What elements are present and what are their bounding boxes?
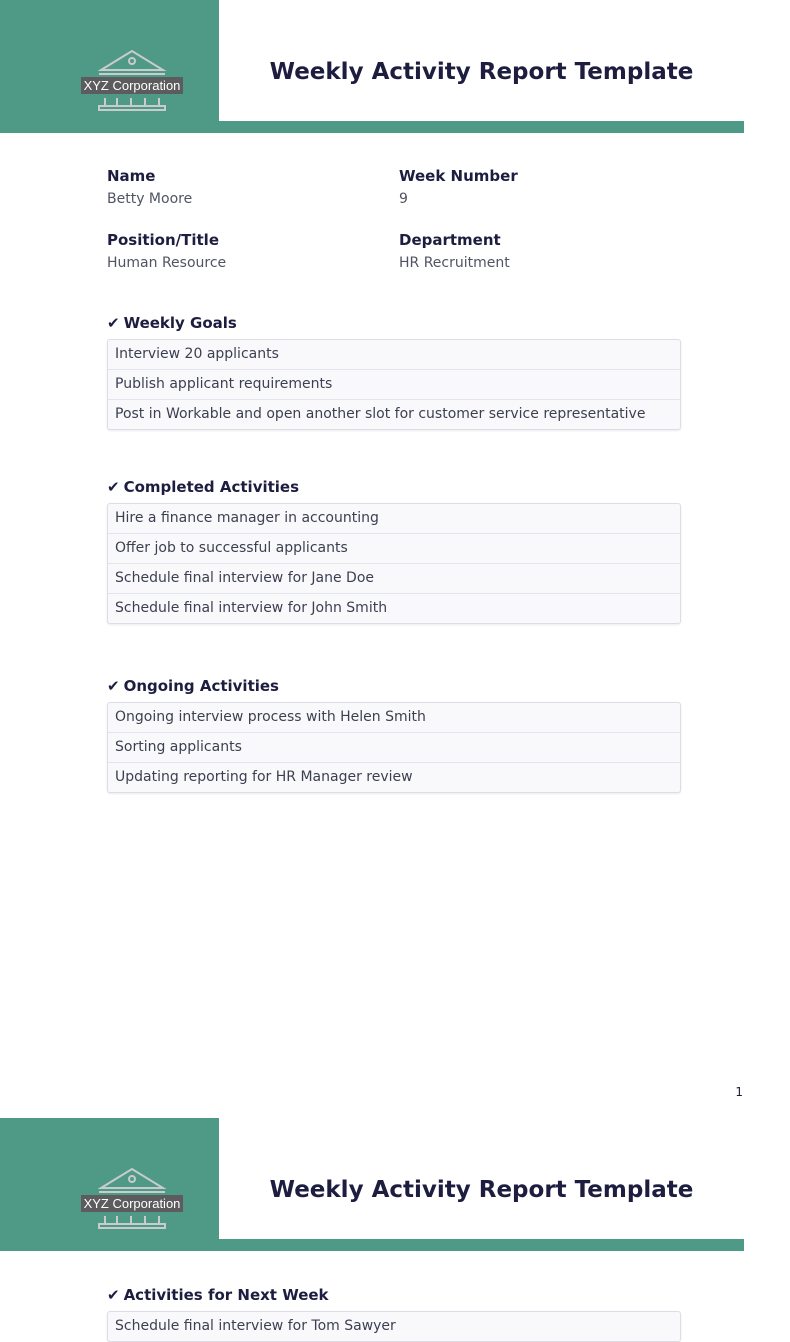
check-icon: ✔	[107, 314, 120, 332]
header-accent-bar	[219, 121, 744, 133]
logo-panel	[0, 0, 219, 133]
logo-panel	[0, 1118, 219, 1251]
ongoing-activities-title: Ongoing Activities	[123, 677, 279, 695]
position-field	[107, 230, 387, 273]
check-icon: ✔	[107, 1286, 120, 1304]
list-item: Ongoing interview process with Helen Smith	[115, 709, 426, 725]
ongoing-activities-list	[107, 702, 681, 793]
report-title: Weekly Activity Report Template	[269, 1177, 694, 1203]
company-logo	[81, 1166, 183, 1230]
company-name: XYZ Corporation	[81, 1195, 183, 1212]
department-field	[399, 230, 679, 273]
header-accent-bar	[219, 1239, 744, 1251]
weekly-goals-heading	[107, 313, 681, 333]
list-item: Publish applicant requirements	[108, 369, 680, 399]
page-number: 1	[735, 1085, 743, 1099]
report-header	[0, 1118, 744, 1251]
next-week-heading	[107, 1285, 681, 1305]
department-value: HR Recruitment	[399, 255, 510, 271]
ongoing-activities-heading	[107, 676, 681, 696]
name-value: Betty Moore	[107, 191, 193, 207]
list-item: Hire a finance manager in accounting	[115, 510, 379, 526]
list-item: Schedule final interview for Tom Sawyer	[115, 1318, 396, 1334]
company-name: XYZ Corporation	[81, 77, 183, 94]
next-week-title: Activities for Next Week	[123, 1286, 329, 1304]
week-number-value: 9	[399, 191, 408, 207]
list-item: Sorting applicants	[108, 732, 680, 762]
list-item: Schedule final interview for John Smith	[108, 593, 680, 623]
position-value: Human Resource	[107, 255, 227, 271]
check-icon: ✔	[107, 677, 120, 695]
report-header	[0, 0, 744, 133]
ongoing-activities-section	[107, 676, 681, 793]
check-icon: ✔	[107, 478, 120, 496]
weekly-goals-section	[107, 313, 681, 430]
list-item: Post in Workable and open another slot for customer service representative	[108, 399, 680, 429]
list-item: Schedule final interview for Jane Doe	[108, 563, 680, 593]
list-item: Updating reporting for HR Manager review	[108, 762, 680, 792]
completed-activities-heading	[107, 477, 681, 497]
position-label: Position/Title	[107, 231, 220, 249]
list-item: Interview 20 applicants	[115, 346, 279, 362]
name-field	[107, 166, 387, 209]
next-week-section	[107, 1285, 681, 1342]
page-2	[0, 1118, 790, 1341]
next-week-list	[107, 1311, 681, 1342]
department-label: Department	[399, 231, 501, 249]
completed-activities-section	[107, 477, 681, 624]
completed-activities-title: Completed Activities	[123, 478, 300, 496]
week-number-field	[399, 166, 679, 209]
name-label: Name	[107, 167, 156, 185]
completed-activities-list	[107, 503, 681, 624]
list-item: Offer job to successful applicants	[108, 533, 680, 563]
weekly-goals-title: Weekly Goals	[123, 314, 237, 332]
report-title: Weekly Activity Report Template	[269, 59, 694, 85]
weekly-goals-list	[107, 339, 681, 430]
week-number-label: Week Number	[399, 167, 518, 185]
company-logo	[81, 48, 183, 112]
